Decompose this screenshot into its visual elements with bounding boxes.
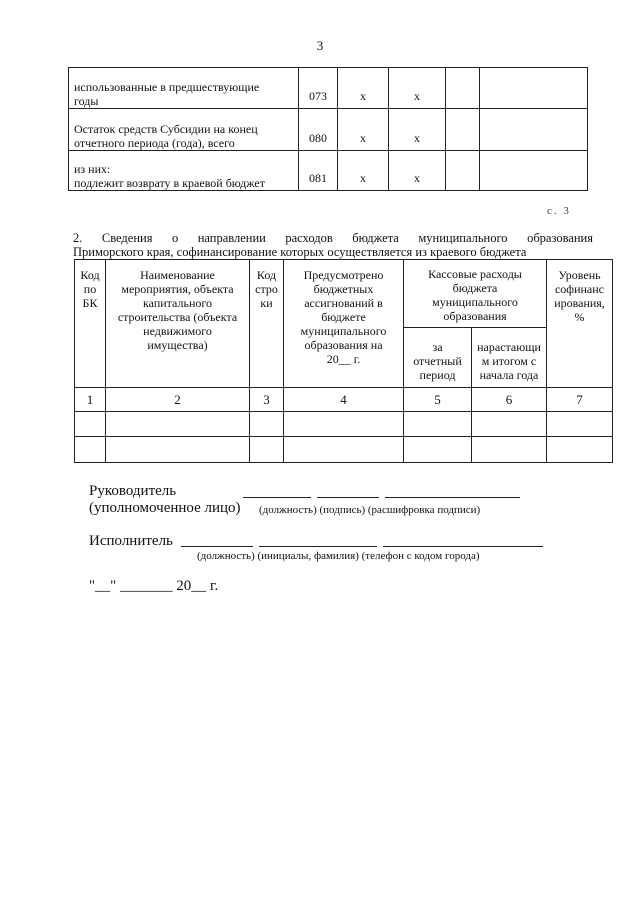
heading-word: о	[171, 231, 179, 245]
heading-word: бюджета	[352, 231, 399, 245]
header-line: 20__ г.	[326, 352, 361, 366]
heading-word: направлении	[197, 231, 266, 245]
row-cell	[446, 151, 480, 191]
heading-word: образования	[527, 231, 593, 245]
row-cell: х	[338, 151, 389, 191]
header-line: мероприятия, объекта	[121, 282, 234, 296]
empty-cell	[284, 412, 404, 437]
row-cell: х	[389, 68, 446, 109]
row-cell	[446, 68, 480, 109]
head-label: Руководитель	[89, 483, 177, 499]
header-line: ки	[260, 296, 273, 310]
header-line: Кассовые расходы	[428, 267, 522, 281]
row-cell	[480, 109, 588, 151]
empty-cell	[404, 412, 472, 437]
table-row	[69, 151, 588, 191]
header-line: образования	[443, 309, 507, 323]
header-line: капитального	[143, 296, 212, 310]
empty-cell	[284, 437, 404, 463]
table-row	[75, 412, 613, 437]
signature-line-decoding	[385, 497, 520, 498]
header-kod-stroki	[250, 260, 284, 388]
row-label	[69, 68, 299, 109]
table-row	[75, 437, 613, 463]
index-cell: 3	[250, 388, 284, 412]
head-caption: (должность) (подпись) (расшифровка подписи)	[259, 504, 481, 516]
executor-label: Исполнитель	[89, 533, 173, 549]
index-cell: 1	[75, 388, 106, 412]
header-line: образования на	[304, 338, 383, 352]
row-cell	[446, 109, 480, 151]
heading-word: муниципального	[418, 231, 508, 245]
row-cell: х	[338, 68, 389, 109]
header-line: отчетный	[413, 354, 462, 368]
header-line: имущества)	[147, 338, 208, 352]
heading-word: Сведения	[101, 231, 153, 245]
table-row	[69, 109, 588, 151]
header-line: ассигнований в	[304, 296, 383, 310]
header-cumulative	[472, 328, 547, 388]
empty-cell	[250, 437, 284, 463]
header-reporting-period	[404, 328, 472, 388]
executor-caption: (должность) (инициалы, фамилия) (телефон с кодом города)	[197, 550, 480, 562]
header-line: %	[574, 310, 585, 324]
header-line: за	[432, 340, 443, 354]
row-label	[69, 109, 299, 151]
heading-word: расходов	[285, 231, 333, 245]
row-code: 073	[299, 68, 338, 109]
header-line: софинанс	[554, 282, 605, 296]
top-table	[68, 67, 588, 191]
date-line: "__" _______ 20__ г.	[89, 578, 219, 594]
header-line: бюджете	[321, 310, 366, 324]
header-line: м итогом с	[481, 354, 537, 368]
executor-line-position	[181, 546, 253, 547]
row-cell: х	[338, 109, 389, 151]
empty-cell	[547, 412, 613, 437]
row-label-line: годы	[74, 94, 99, 108]
signature-line-position	[243, 497, 311, 498]
row-label-line: Остаток средств Субсидии на конец	[74, 122, 258, 136]
executor-line-name	[259, 546, 377, 547]
executor-line-phone	[383, 546, 543, 547]
header-line: по	[83, 282, 97, 296]
header-line: нарастающи	[477, 340, 541, 354]
main-table	[74, 259, 613, 463]
table-row	[69, 68, 588, 109]
row-cell: х	[389, 109, 446, 151]
row-cell	[480, 68, 588, 109]
header-line: строительства (объекта	[117, 310, 238, 324]
header-line: период	[419, 368, 456, 382]
row-code: 080	[299, 109, 338, 151]
section-number: 2.	[73, 231, 83, 245]
header-line: недвижимого	[143, 324, 212, 338]
header-line: стро	[255, 282, 278, 296]
index-row	[75, 388, 613, 412]
row-label-line: отчетного периода (года), всего	[74, 136, 235, 150]
header-line: Предусмотрено	[303, 268, 384, 282]
row-label	[69, 151, 299, 191]
row-code: 081	[299, 151, 338, 191]
header-line: муниципального	[432, 295, 518, 309]
header-name	[106, 260, 250, 388]
empty-cell	[404, 437, 472, 463]
index-cell: 6	[472, 388, 547, 412]
index-cell: 7	[547, 388, 613, 412]
header-cofinancing-level	[547, 260, 613, 388]
header-cash-expenses	[404, 260, 547, 328]
empty-cell	[472, 412, 547, 437]
empty-cell	[75, 437, 106, 463]
header-line: муниципального	[300, 324, 387, 338]
row-label-line: из них:	[74, 162, 111, 176]
header-planned	[284, 260, 404, 388]
header-row	[75, 260, 613, 328]
header-line: бюджета	[452, 281, 498, 295]
header-line: Код	[256, 268, 277, 282]
page-number: 3	[316, 38, 324, 53]
index-cell: 5	[404, 388, 472, 412]
header-line: Наименование	[140, 268, 215, 282]
row-cell	[480, 151, 588, 191]
empty-cell	[75, 412, 106, 437]
row-label-line: подлежит возврату в краевой бюджет	[74, 176, 265, 190]
empty-cell	[472, 437, 547, 463]
empty-cell	[106, 412, 250, 437]
row-cell: х	[389, 151, 446, 191]
header-line: Уровень	[558, 268, 601, 282]
header-line: ирования,	[554, 296, 605, 310]
row-label-line: использованные в предшествующие	[74, 80, 260, 94]
section-heading-line2: Приморского края, софинансирование которых осуществляется из краевого бюджета	[73, 245, 527, 259]
index-cell: 4	[284, 388, 404, 412]
signature-line-signature	[317, 497, 379, 498]
header-line: БК	[82, 296, 98, 310]
section-heading	[73, 231, 593, 259]
empty-cell	[250, 412, 284, 437]
header-kod-bk	[75, 260, 106, 388]
index-cell: 2	[106, 388, 250, 412]
empty-cell	[547, 437, 613, 463]
header-line: начала года	[479, 368, 539, 382]
empty-cell	[106, 437, 250, 463]
header-line: бюджетных	[313, 282, 374, 296]
page-marker: с. 3	[547, 205, 571, 217]
header-line: Код	[80, 268, 100, 282]
head-sublabel: (уполномоченное лицо)	[89, 500, 241, 516]
